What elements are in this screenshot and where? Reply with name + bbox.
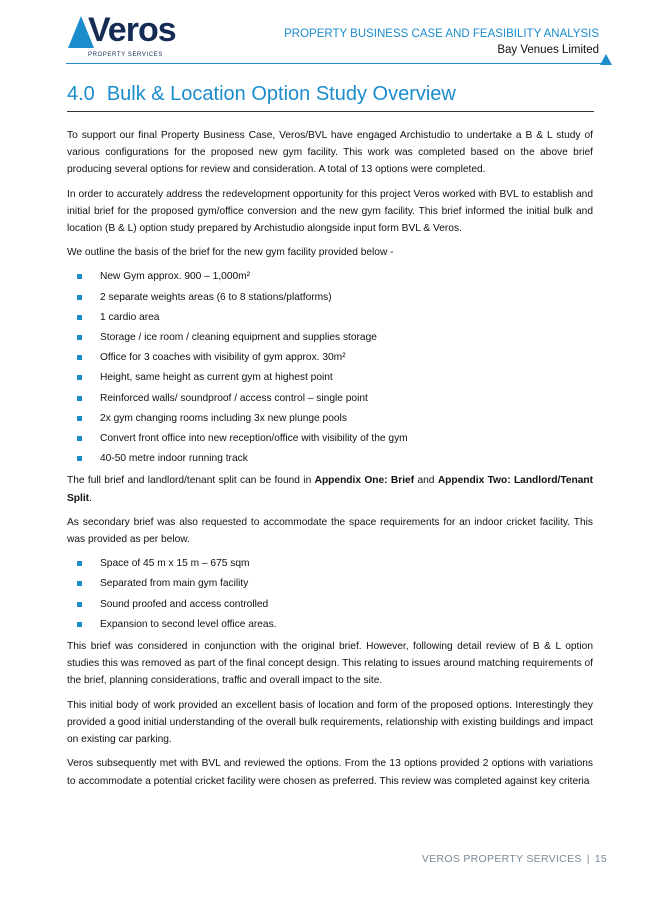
body-content — [67, 127, 593, 797]
list-item: Expansion to second level office areas. — [67, 616, 593, 633]
bullet-icon — [77, 622, 82, 627]
bullet-icon — [77, 416, 82, 421]
document-title: PROPERTY BUSINESS CASE AND FEASIBILITY ANALYSIS — [284, 28, 599, 40]
appendix-two-ref: Appendix Two: Landlord/Tenant Split — [67, 475, 593, 504]
paragraph-options-review: Veros subsequently met with BVL and reviewed the options. From the 13 options provided 2 options with variations to accommodate a potential cricket facility were chosen as preferred. This review was completed against key criteria — [67, 758, 593, 787]
bullet-icon — [77, 436, 82, 441]
section-heading — [67, 83, 456, 106]
bullet-icon — [77, 396, 82, 401]
bullet-icon — [77, 561, 82, 566]
paragraph-appendix-ref: The full brief and landlord/tenant split can be found in Appendix One: Brief and Appendix Two: Landlord/Tenant Split. — [67, 475, 593, 504]
section-title-text: Bulk & Location Option Study Overview — [106, 83, 456, 105]
list-item: 1 cardio area — [67, 309, 593, 326]
paragraph-intro: To support our final Property Business Case, Veros/BVL have engaged Archistudio to undertake a B & L study of various configurations for the proposed new gym facility. This work was completed based on the above brief producing several options for review and consideration. A total of 13 options were completed. — [67, 130, 593, 176]
bullet-icon — [77, 295, 82, 300]
list-item: Storage / ice room / cleaning equipment and supplies storage — [67, 329, 593, 346]
list-item: 2 separate weights areas (6 to 8 stations/platforms) — [67, 289, 593, 306]
list-item: Office for 3 coaches with visibility of gym approx. 30m² — [67, 349, 593, 366]
paragraph-brief: In order to accurately address the redevelopment opportunity for this project Veros worked with BVL to establish and initial brief for the proposed gym/office conversion and the new gym facility. This brief informed the initial bulk and location (B & L) option study prepared by Archistudio alongside input form BVL & Veros. — [67, 188, 593, 235]
client-name: Bay Venues Limited — [497, 44, 599, 56]
bullet-icon — [77, 581, 82, 586]
list-item: 40-50 metre indoor running track — [67, 450, 593, 467]
paragraph-brief-review: This brief was considered in conjunction with the original brief. However, following detail review of B & L option studies this was removed as part of the final concept design. This relating to issues around matching requirements of the brief, planning considerations, traffic and overall impact to the site. — [67, 641, 593, 687]
bullet-icon — [77, 355, 82, 360]
list-item: Convert front office into new reception/office with visibility of the gym — [67, 430, 593, 447]
bullet-icon — [77, 602, 82, 607]
list-item: New Gym approx. 900 – 1,000m² — [67, 268, 593, 285]
cricket-brief-list — [67, 555, 593, 633]
veros-logo — [68, 11, 178, 64]
header-divider — [66, 63, 601, 64]
logo-subtitle: PROPERTY SERVICES — [88, 52, 163, 58]
paragraph-outline: We outline the basis of the brief for the new gym facility provided below - — [67, 247, 394, 259]
list-item: Reinforced walls/ soundproof / access control – single point — [67, 390, 593, 407]
header-triangle-icon — [600, 54, 612, 65]
bullet-icon — [77, 274, 82, 279]
bullet-icon — [77, 375, 82, 380]
list-item: 2x gym changing rooms including 3x new plunge pools — [67, 410, 593, 427]
list-item: Space of 45 m x 15 m – 675 sqm — [67, 555, 593, 572]
paragraph-secondary-brief: As secondary brief was also requested to accommodate the space requirements for an indoor cricket facility. This was provided as per below. — [67, 516, 593, 546]
paragraph-initial-work: This initial body of work provided an excellent basis of location and form of the proposed options. Interestingly they provided a good initial understanding of the overall bulk requirements, relationship with existing buildings and impact on existing car parking. — [67, 699, 593, 746]
logo-wordmark: Veros — [88, 11, 176, 49]
bullet-icon — [77, 315, 82, 320]
section-number: 4.0 — [67, 83, 95, 105]
appendix-one-ref: Appendix One: Brief — [314, 475, 415, 487]
list-item: Sound proofed and access controlled — [67, 596, 593, 613]
footer-separator: | — [586, 853, 590, 865]
bullet-icon — [77, 456, 82, 461]
list-item: Separated from main gym facility — [67, 575, 593, 592]
page-footer — [422, 853, 607, 865]
bullet-icon — [77, 335, 82, 340]
footer-company: VEROS PROPERTY SERVICES — [421, 853, 582, 865]
gym-brief-list — [67, 268, 593, 467]
section-rule — [67, 111, 594, 112]
page-number: 15 — [594, 853, 607, 865]
list-item: Height, same height as current gym at highest point — [67, 369, 593, 386]
